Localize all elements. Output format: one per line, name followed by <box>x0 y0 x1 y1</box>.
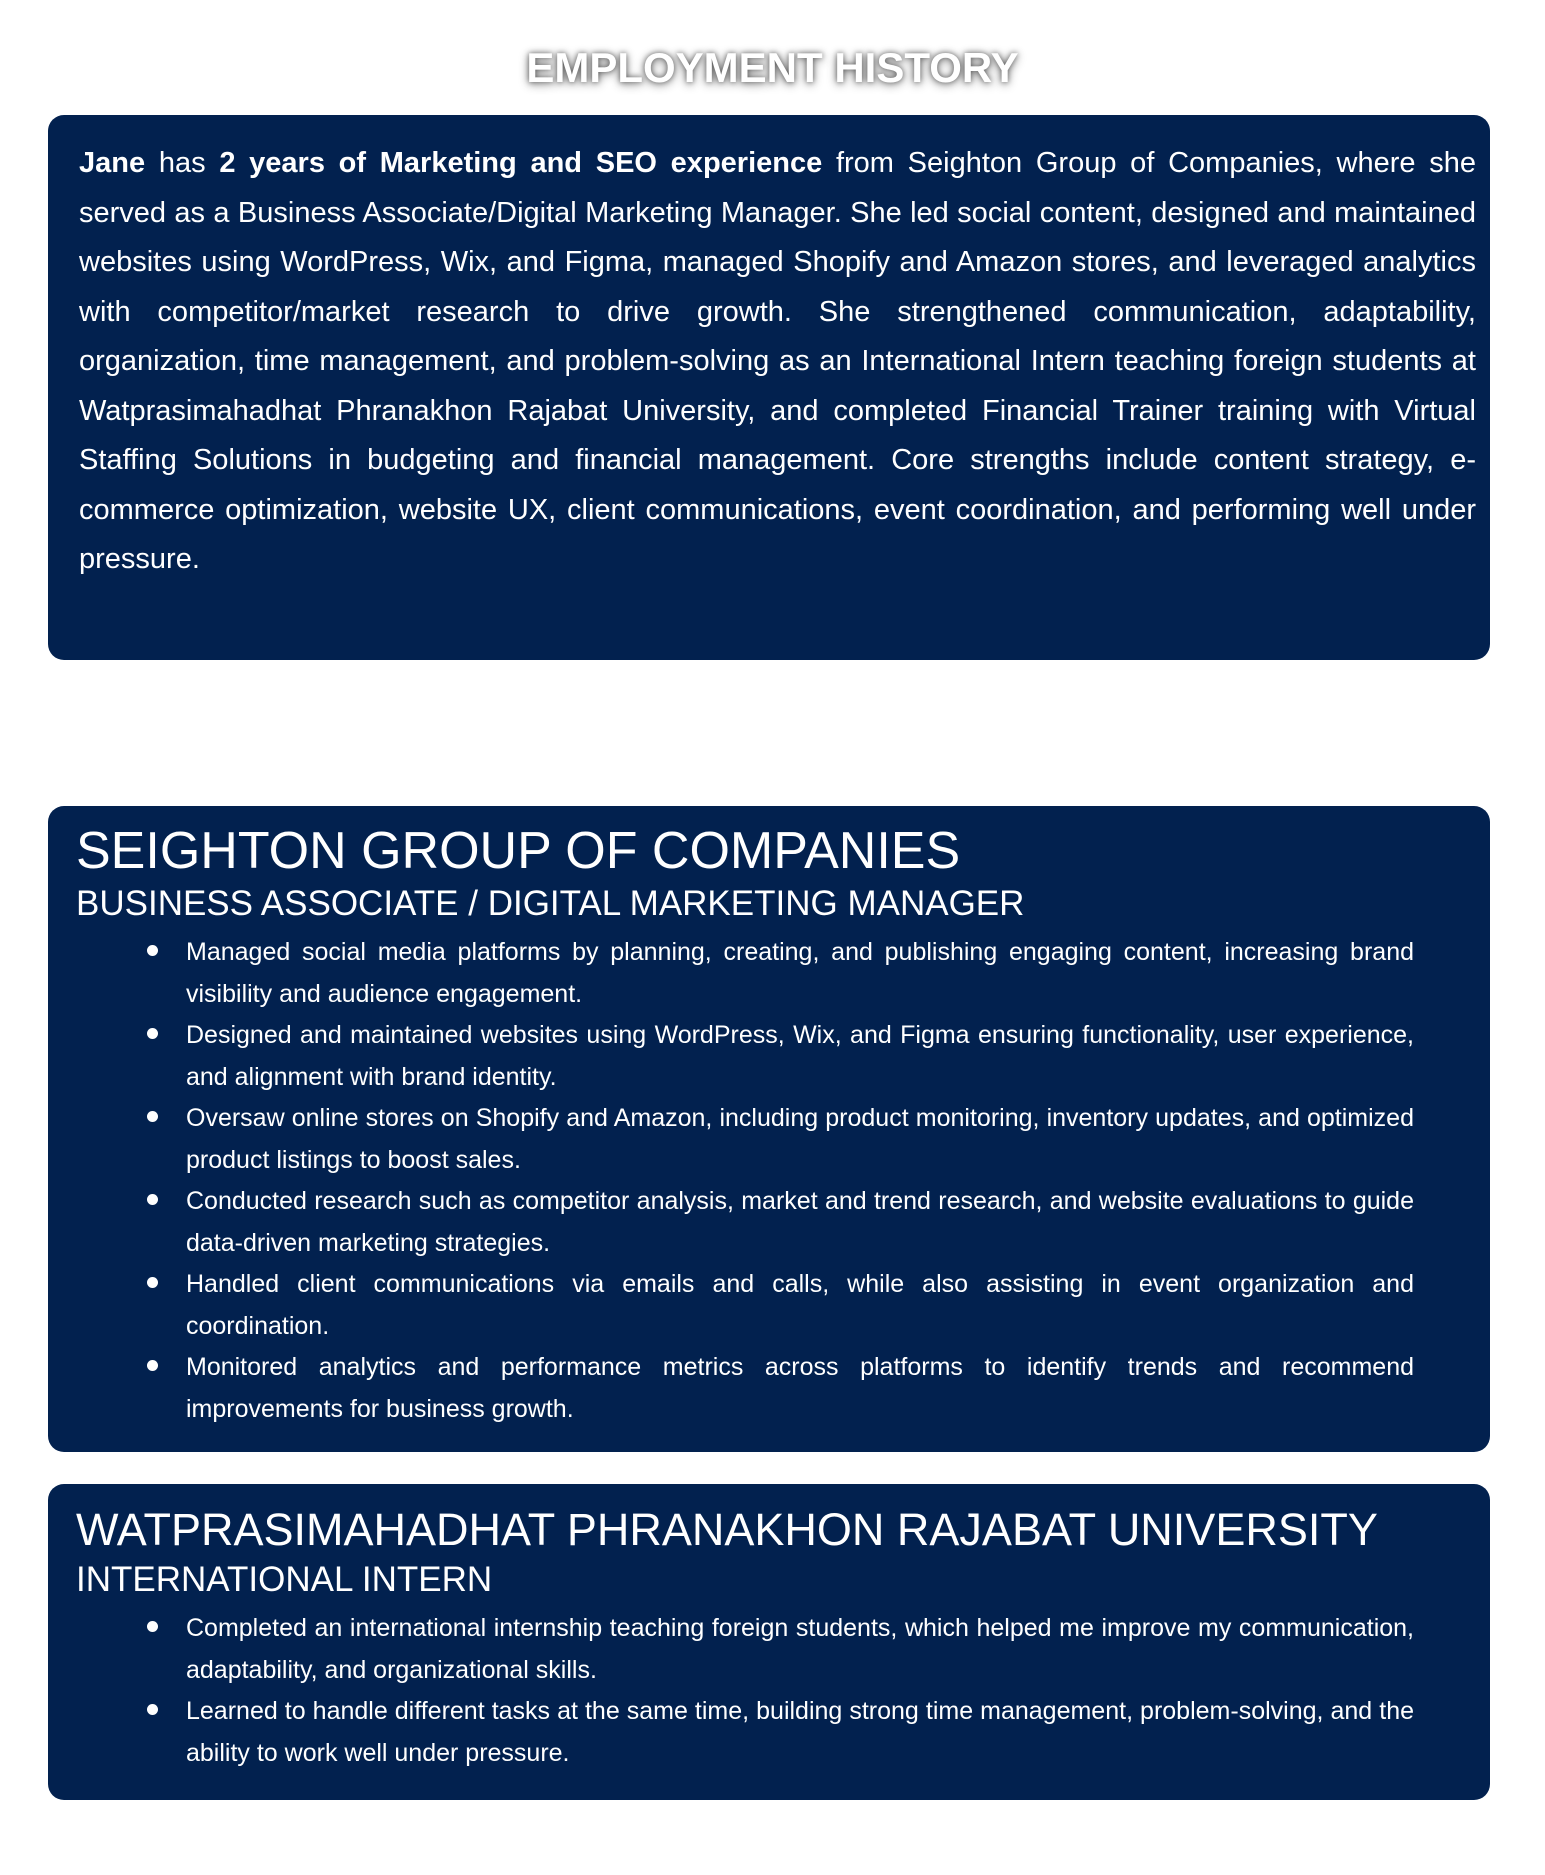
section-title: EMPLOYMENT HISTORY <box>526 44 1019 91</box>
job-role: INTERNATIONAL INTERN <box>76 1560 493 1599</box>
summary-text <box>79 139 1476 585</box>
job-organization: WATPRASIMAHADHAT PHRANAKHON RAJABAT UNIVERSITY <box>76 1504 1378 1555</box>
job-bullet: Handled client communications via emails and calls, while also assisting in event organization and coordination. <box>186 1264 1414 1347</box>
job-bullet: Designed and maintained websites using WordPress, Wix, and Figma ensuring functionality, user experience, and alignment with brand identity. <box>186 1015 1414 1098</box>
job-bullet: Monitored analytics and performance metrics across platforms to identify trends and recommend improvements for business growth. <box>186 1347 1414 1430</box>
job-bullet: Completed an international internship teaching foreign students, which helped me improve my communication, adaptability, and organizational skills. <box>186 1608 1414 1691</box>
job-card-seighton <box>48 806 1490 1452</box>
summary-name: Jane <box>79 147 146 179</box>
job-bullet-list <box>76 932 1414 1430</box>
job-bullet: Managed social media platforms by planning, creating, and publishing engaging content, increasing brand visibility and audience engagement. <box>186 932 1414 1015</box>
job-role: BUSINESS ASSOCIATE / DIGITAL MARKETING MANAGER <box>76 884 1025 923</box>
job-bullet: Learned to handle different tasks at the same time, building strong time management, problem-solving, and the ability to work well under pressure. <box>186 1691 1414 1774</box>
summary-text-rest: from Seighton Group of Companies, where she served as a Business Associate/Digital Marketing Manager. She led social content, designed and maintained websites using WordPress, Wix, and Figma, managed Shopify and Amazon stores, and leveraged analytics with competitor/market research to drive growth. She strengthened communication, adaptability, organization, time management, and problem-solving as an International Intern teaching foreign students at Watprasimahadhat Phranakhon Rajabat University, and completed Financial Trainer training with Virtual Staffing Solutions in budgeting and financial management. Core strengths include content strategy, e-commerce optimization, website UX, client communications, event coordination, and performing well under pressure. <box>79 147 1477 575</box>
job-organization: SEIGHTON GROUP OF COMPANIES <box>76 822 961 880</box>
job-bullet-list <box>76 1608 1414 1774</box>
job-card-university <box>48 1484 1490 1800</box>
summary-text-part: has <box>145 147 220 179</box>
job-bullet: Oversaw online stores on Shopify and Amazon, including product monitoring, inventory updates, and optimized product listings to boost sales. <box>186 1098 1414 1181</box>
job-bullet: Conducted research such as competitor analysis, market and trend research, and website evaluations to guide data-driven marketing strategies. <box>186 1181 1414 1264</box>
summary-highlight: 2 years of Marketing and SEO experience <box>219 147 823 179</box>
summary-panel <box>48 115 1490 660</box>
